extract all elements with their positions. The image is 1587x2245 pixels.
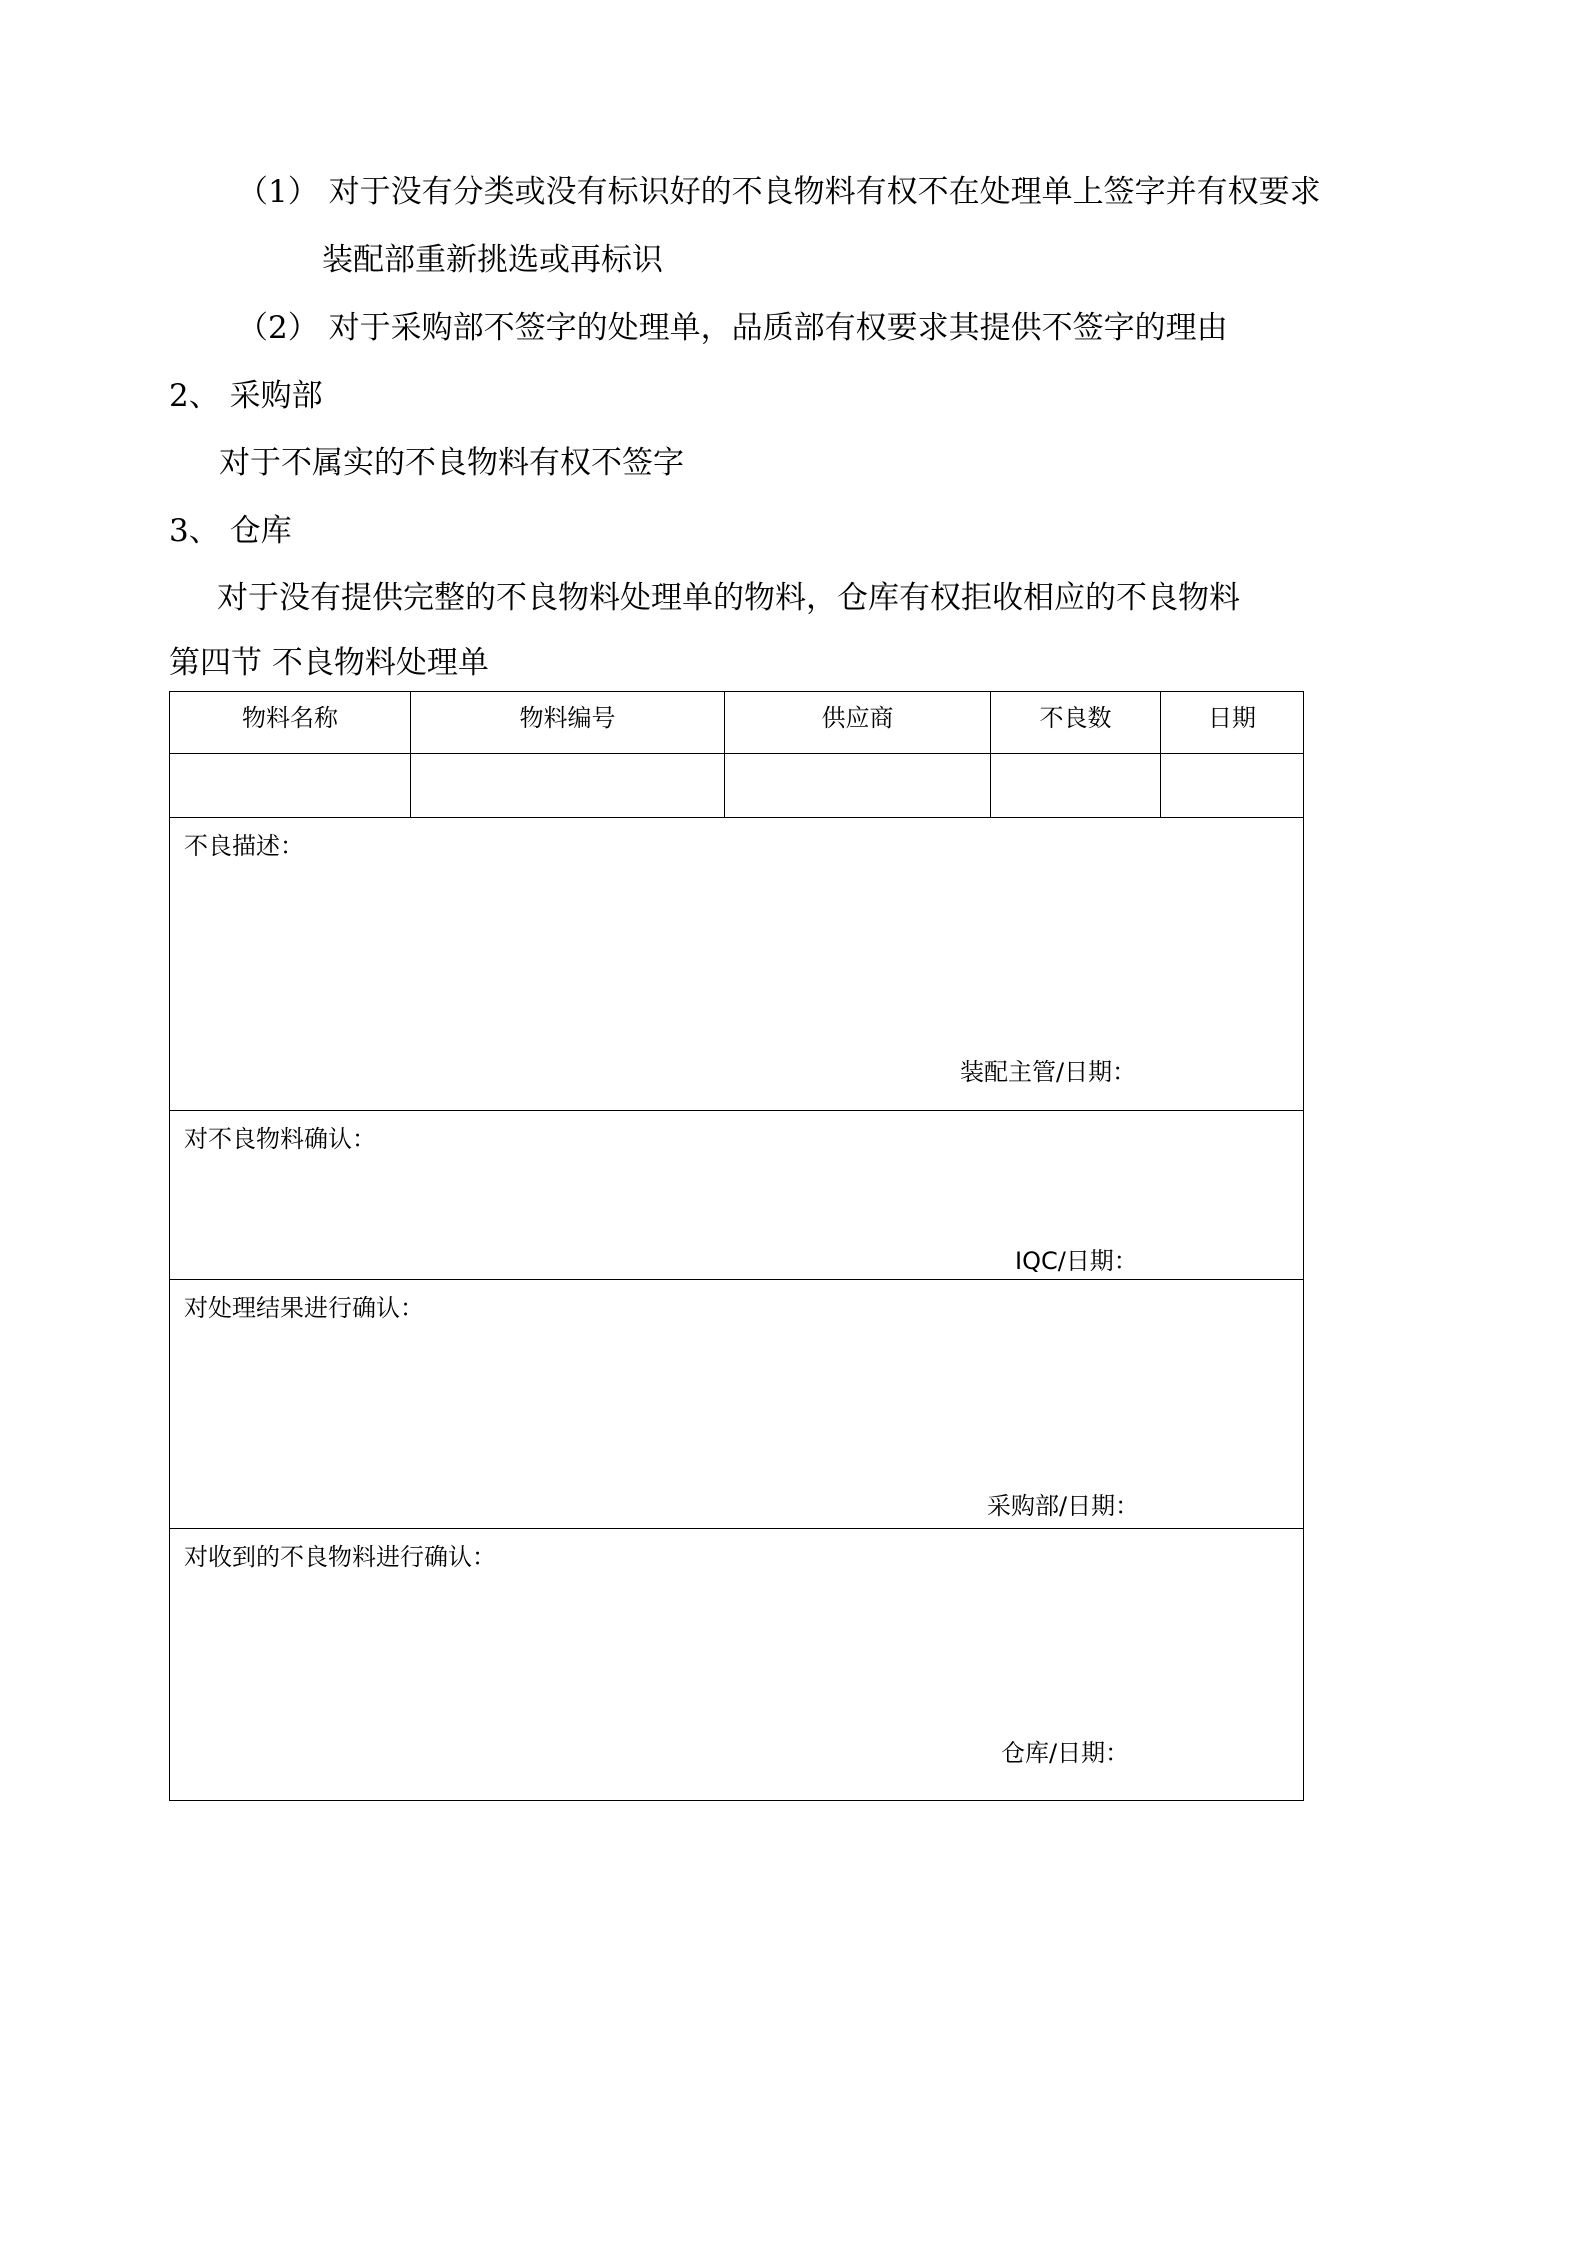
header-material-code: 物料编号 bbox=[411, 692, 725, 753]
paragraph-item-1-cont: 装配部重新挑选或再标识 bbox=[322, 242, 663, 278]
defect-confirmation-section[interactable] bbox=[170, 1111, 1303, 1280]
header-date: 日期 bbox=[1208, 704, 1256, 732]
assembly-supervisor-sign: 装配主管/日期： bbox=[960, 1058, 1137, 1086]
purchasing-sign: 采购部/日期： bbox=[987, 1492, 1140, 1520]
heading-purchasing: 2、 采购部 bbox=[169, 378, 323, 414]
heading-warehouse: 3、 仓库 bbox=[169, 513, 292, 549]
defect-confirmation-label: 对不良物料确认： bbox=[184, 1125, 376, 1153]
defect-count-field[interactable] bbox=[991, 754, 1161, 817]
section-title: 第四节 不良物料处理单 bbox=[169, 645, 489, 681]
header-supplier: 供应商 bbox=[725, 692, 991, 753]
paragraph-purchasing: 对于不属实的不良物料有权不签字 bbox=[219, 445, 684, 481]
receipt-confirmation-section[interactable] bbox=[170, 1529, 1303, 1800]
header-material-name: 物料名称 bbox=[170, 692, 411, 753]
supplier-field[interactable] bbox=[725, 754, 991, 817]
result-confirmation-section[interactable] bbox=[170, 1280, 1303, 1529]
defect-form-table bbox=[169, 691, 1304, 1801]
defect-description-label: 不良描述： bbox=[184, 832, 304, 860]
value-row bbox=[170, 754, 1303, 818]
paragraph-warehouse: 对于没有提供完整的不良物料处理单的物料，仓库有权拒收相应的不良物料 bbox=[217, 580, 1240, 616]
defect-description-section[interactable] bbox=[170, 818, 1303, 1111]
material-name-field[interactable] bbox=[170, 754, 411, 817]
paragraph-item-2: （2） 对于采购部不签字的处理单，品质部有权要求其提供不签字的理由 bbox=[237, 310, 1228, 346]
material-code-field[interactable] bbox=[411, 754, 725, 817]
receipt-confirmation-label: 对收到的不良物料进行确认： bbox=[184, 1543, 496, 1571]
date-field[interactable] bbox=[1161, 754, 1303, 817]
result-confirmation-label: 对处理结果进行确认： bbox=[184, 1294, 424, 1322]
header-row bbox=[170, 692, 1303, 754]
header-defect-count: 不良数 bbox=[991, 692, 1161, 753]
iqc-sign: IQC/日期： bbox=[1015, 1247, 1138, 1275]
paragraph-item-1: （1） 对于没有分类或没有标识好的不良物料有权不在处理单上签字并有权要求 bbox=[237, 174, 1321, 210]
warehouse-sign: 仓库/日期： bbox=[1001, 1739, 1130, 1767]
